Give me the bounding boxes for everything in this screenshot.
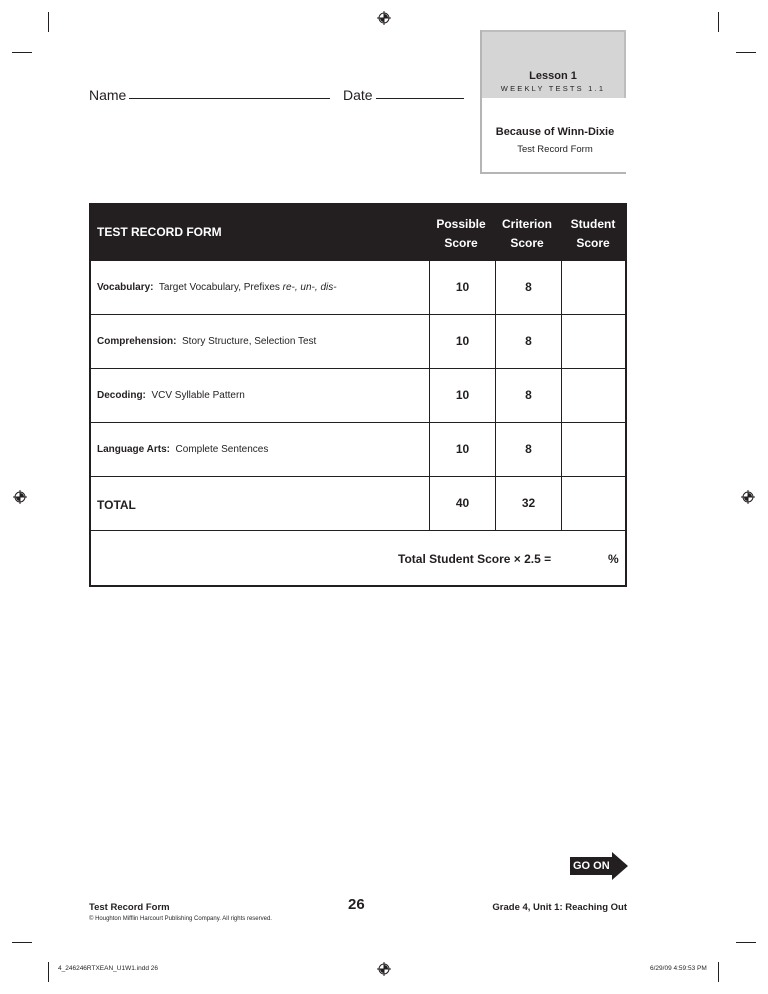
total-label: TOTAL [97, 498, 136, 512]
table-row [91, 423, 625, 477]
row-label: Vocabulary: Target Vocabulary, Prefixes re-, un-, dis- [97, 282, 337, 293]
row-label: Decoding: VCV Syllable Pattern [97, 390, 245, 401]
criterion-score-cell: 8 [495, 315, 561, 368]
total-row [91, 477, 625, 531]
criterion-score-cell: 8 [495, 423, 561, 476]
date-field[interactable] [376, 98, 464, 99]
table-row [91, 369, 625, 423]
table-title: TEST RECORD FORM [97, 225, 222, 239]
student-score-cell[interactable] [561, 261, 627, 314]
table-header [91, 205, 625, 261]
date-label: Date [343, 87, 373, 103]
name-field[interactable] [129, 98, 330, 99]
table-row [91, 261, 625, 315]
crop-mark [12, 942, 32, 943]
test-record-table [89, 203, 627, 587]
form-subtitle: Test Record Form [517, 144, 593, 155]
registration-mark-icon [377, 962, 391, 976]
lesson-header [482, 30, 626, 98]
table-row [91, 315, 625, 369]
lesson-subtitle: WEEKLY TESTS 1.1 [500, 84, 606, 93]
lesson-box [480, 30, 626, 174]
possible-score-cell: 10 [429, 423, 495, 476]
crop-mark [718, 962, 719, 982]
name-label: Name [89, 87, 127, 103]
crop-mark [48, 962, 49, 982]
criterion-score-cell: 8 [495, 369, 561, 422]
total-criterion-cell: 32 [495, 477, 561, 530]
total-student-cell[interactable] [561, 477, 627, 530]
copyright: © Houghton Mifflin Harcourt Publishing Company. All rights reserved. [89, 916, 272, 922]
column-header-student: Student Score [570, 217, 616, 250]
crop-mark [736, 52, 756, 53]
student-score-cell[interactable] [561, 315, 627, 368]
crop-mark [12, 52, 32, 53]
footer-unit: Grade 4, Unit 1: Reaching Out [492, 902, 627, 913]
student-score-cell[interactable] [561, 423, 627, 476]
row-label: Comprehension: Story Structure, Selection Test [97, 336, 317, 347]
possible-score-cell: 10 [429, 369, 495, 422]
go-on-label: GO ON [573, 860, 610, 872]
lesson-title: Lesson 1 [529, 70, 577, 82]
possible-score-cell: 10 [429, 261, 495, 314]
row-label: Language Arts: Complete Sentences [97, 444, 269, 455]
percent-field[interactable]: % [608, 552, 619, 566]
student-score-cell[interactable] [561, 369, 627, 422]
registration-mark-icon [377, 11, 391, 25]
column-header-possible: Possible Score [436, 217, 486, 250]
score-formula: Total Student Score × 2.5 = [398, 552, 552, 566]
story-title: Because of Winn-Dixie [495, 126, 615, 138]
crop-mark [48, 12, 49, 32]
criterion-score-cell: 8 [495, 261, 561, 314]
footer-form-name: Test Record Form [89, 902, 170, 913]
page-number: 26 [348, 896, 365, 913]
crop-mark [718, 12, 719, 32]
total-possible-cell: 40 [429, 477, 495, 530]
slug-date: 6/29/09 4:59:53 PM [650, 965, 707, 972]
possible-score-cell: 10 [429, 315, 495, 368]
slug-file: 4_246246RTXEAN_U1W1.indd 26 [58, 965, 158, 972]
registration-mark-icon [741, 490, 755, 504]
registration-mark-icon [13, 490, 27, 504]
final-score-row [91, 533, 625, 585]
column-header-criterion: Criterion Score [501, 217, 552, 250]
crop-mark [736, 942, 756, 943]
